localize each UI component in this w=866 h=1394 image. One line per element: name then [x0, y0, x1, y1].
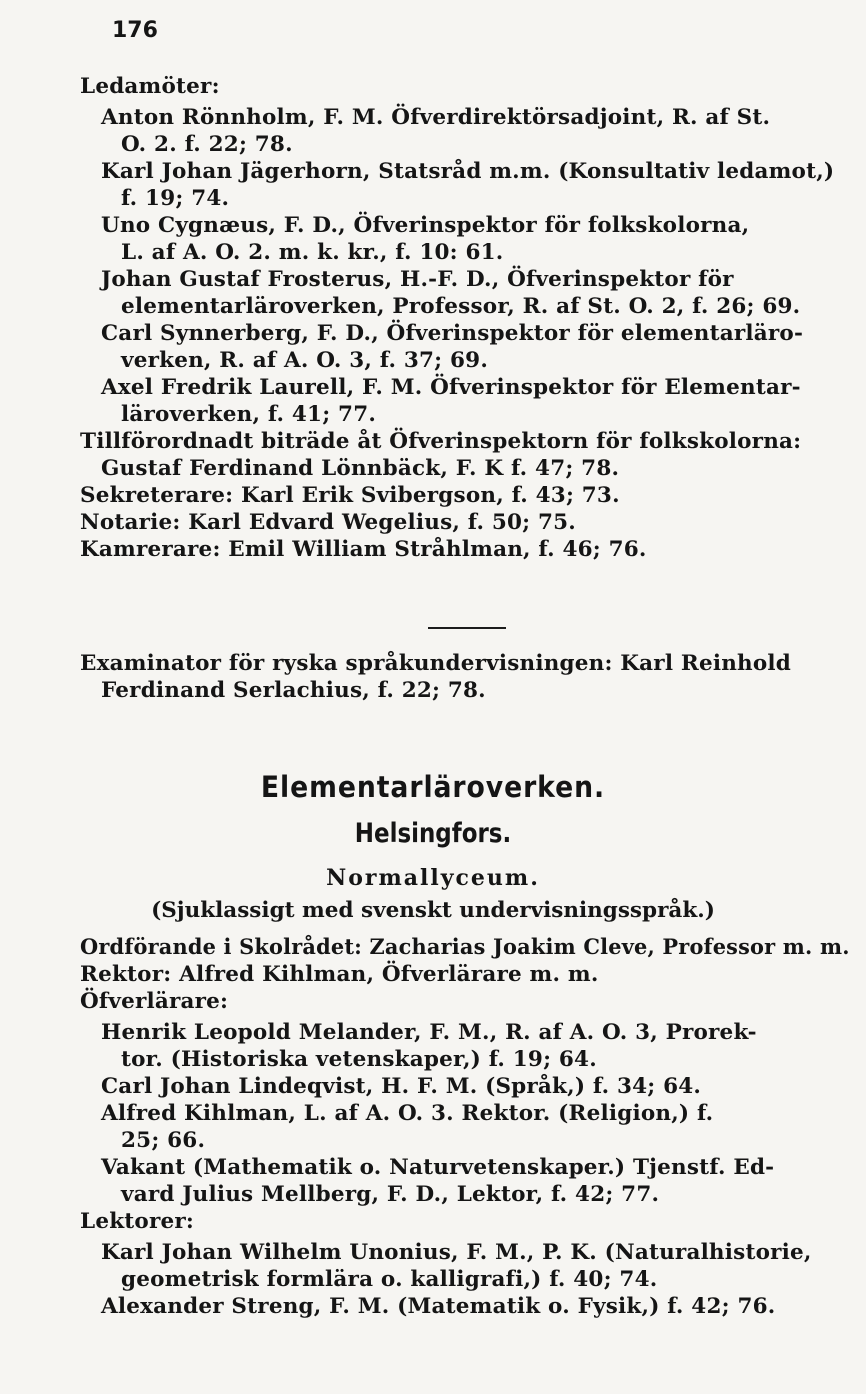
entry-line: Alfred Kihlman, L. af A. O. 3. Rektor. (Religion,) f. — [101, 1101, 714, 1126]
entry-line: Ordförande i Skolrådet: Zacharias Joakim Cleve, Professor m. m. — [80, 935, 850, 960]
entry-line: läroverken, f. 41; 77. — [121, 402, 377, 427]
entry-line: Anton Rönnholm, F. M. Öfverdirektörsadjoint, R. af St. — [101, 105, 771, 130]
entry-line: Johan Gustaf Frosterus, H.-F. D., Öfverinspektor för — [101, 267, 734, 292]
section-label-ofverlarare: Öfverlärare: — [80, 989, 229, 1014]
entry-line: Kamrerare: Emil William Stråhlman, f. 46; 76. — [80, 537, 647, 562]
heading-normallyceum: Normallyceum. — [326, 865, 540, 891]
entry-line: f. 19; 74. — [121, 186, 230, 211]
entry-line: tor. (Historiska vetenskaper,) f. 19; 64. — [121, 1047, 597, 1072]
section-label-ledamoter: Ledamöter: — [80, 74, 220, 99]
heading-elementarlaroverken: Elementarläroverken. — [260, 770, 606, 804]
entry-line: Carl Johan Lindeqvist, H. F. M. (Språk,) f. 34; 64. — [101, 1074, 702, 1099]
entry-line: Henrik Leopold Melander, F. M., R. af A. O. 3, Prorek- — [101, 1020, 757, 1045]
entry-line: 25; 66. — [121, 1128, 206, 1153]
examinator-line: Ferdinand Serlachius, f. 22; 78. — [101, 678, 486, 703]
entry-line: Alexander Streng, F. M. (Matematik o. Fysik,) f. 42; 76. — [101, 1294, 776, 1319]
entry-line: Axel Fredrik Laurell, F. M. Öfverinspektor för Elementar- — [101, 375, 801, 400]
entry-line: Karl Johan Jägerhorn, Statsråd m.m. (Konsultativ ledamot,) — [101, 159, 835, 184]
entry-line: Rektor: Alfred Kihlman, Öfverlärare m. m. — [80, 962, 599, 987]
page-number: 176 — [112, 18, 158, 43]
entry-line: O. 2. f. 22; 78. — [121, 132, 293, 157]
entry-line: geometrisk formlära o. kalligrafi,) f. 40; 74. — [121, 1267, 658, 1292]
entry-line: Karl Johan Wilhelm Unonius, F. M., P. K. (Naturalhistorie, — [101, 1240, 812, 1265]
entry-line: vard Julius Mellberg, F. D., Lektor, f. 42; 77. — [121, 1182, 660, 1207]
entry-line: Carl Synnerberg, F. D., Öfverinspektor för elementarläro- — [101, 321, 804, 346]
entry-line: elementarläroverken, Professor, R. af St. O. 2, f. 26; 69. — [121, 294, 801, 319]
entry-line: L. af A. O. 2. m. k. kr., f. 10: 61. — [121, 240, 504, 265]
entry-line: Vakant (Mathematik o. Naturvetenskaper.) Tjenstf. Ed- — [101, 1155, 775, 1180]
section-label-lektorer: Lektorer: — [80, 1209, 195, 1234]
entry-line: Gustaf Ferdinand Lönnbäck, F. K f. 47; 78. — [101, 456, 620, 481]
entry-line: Uno Cygnæus, F. D., Öfverinspektor för folkskolorna, — [101, 213, 750, 238]
entry-line: verken, R. af A. O. 3, f. 37; 69. — [121, 348, 488, 373]
heading-helsingfors: Helsingfors. — [354, 818, 512, 849]
heading-note: (Sjuklassigt med svenskt undervisningsspråk.) — [151, 898, 715, 923]
entry-line: Sekreterare: Karl Erik Svibergson, f. 43; 73. — [80, 483, 620, 508]
examinator-line: Examinator för ryska språkundervisningen: Karl Reinhold — [80, 651, 792, 676]
entry-line: Notarie: Karl Edvard Wegelius, f. 50; 75. — [80, 510, 576, 535]
entry-line: Tillförordnadt biträde åt Öfverinspektorn för folkskolorna: — [80, 429, 802, 454]
section-divider — [428, 627, 506, 629]
